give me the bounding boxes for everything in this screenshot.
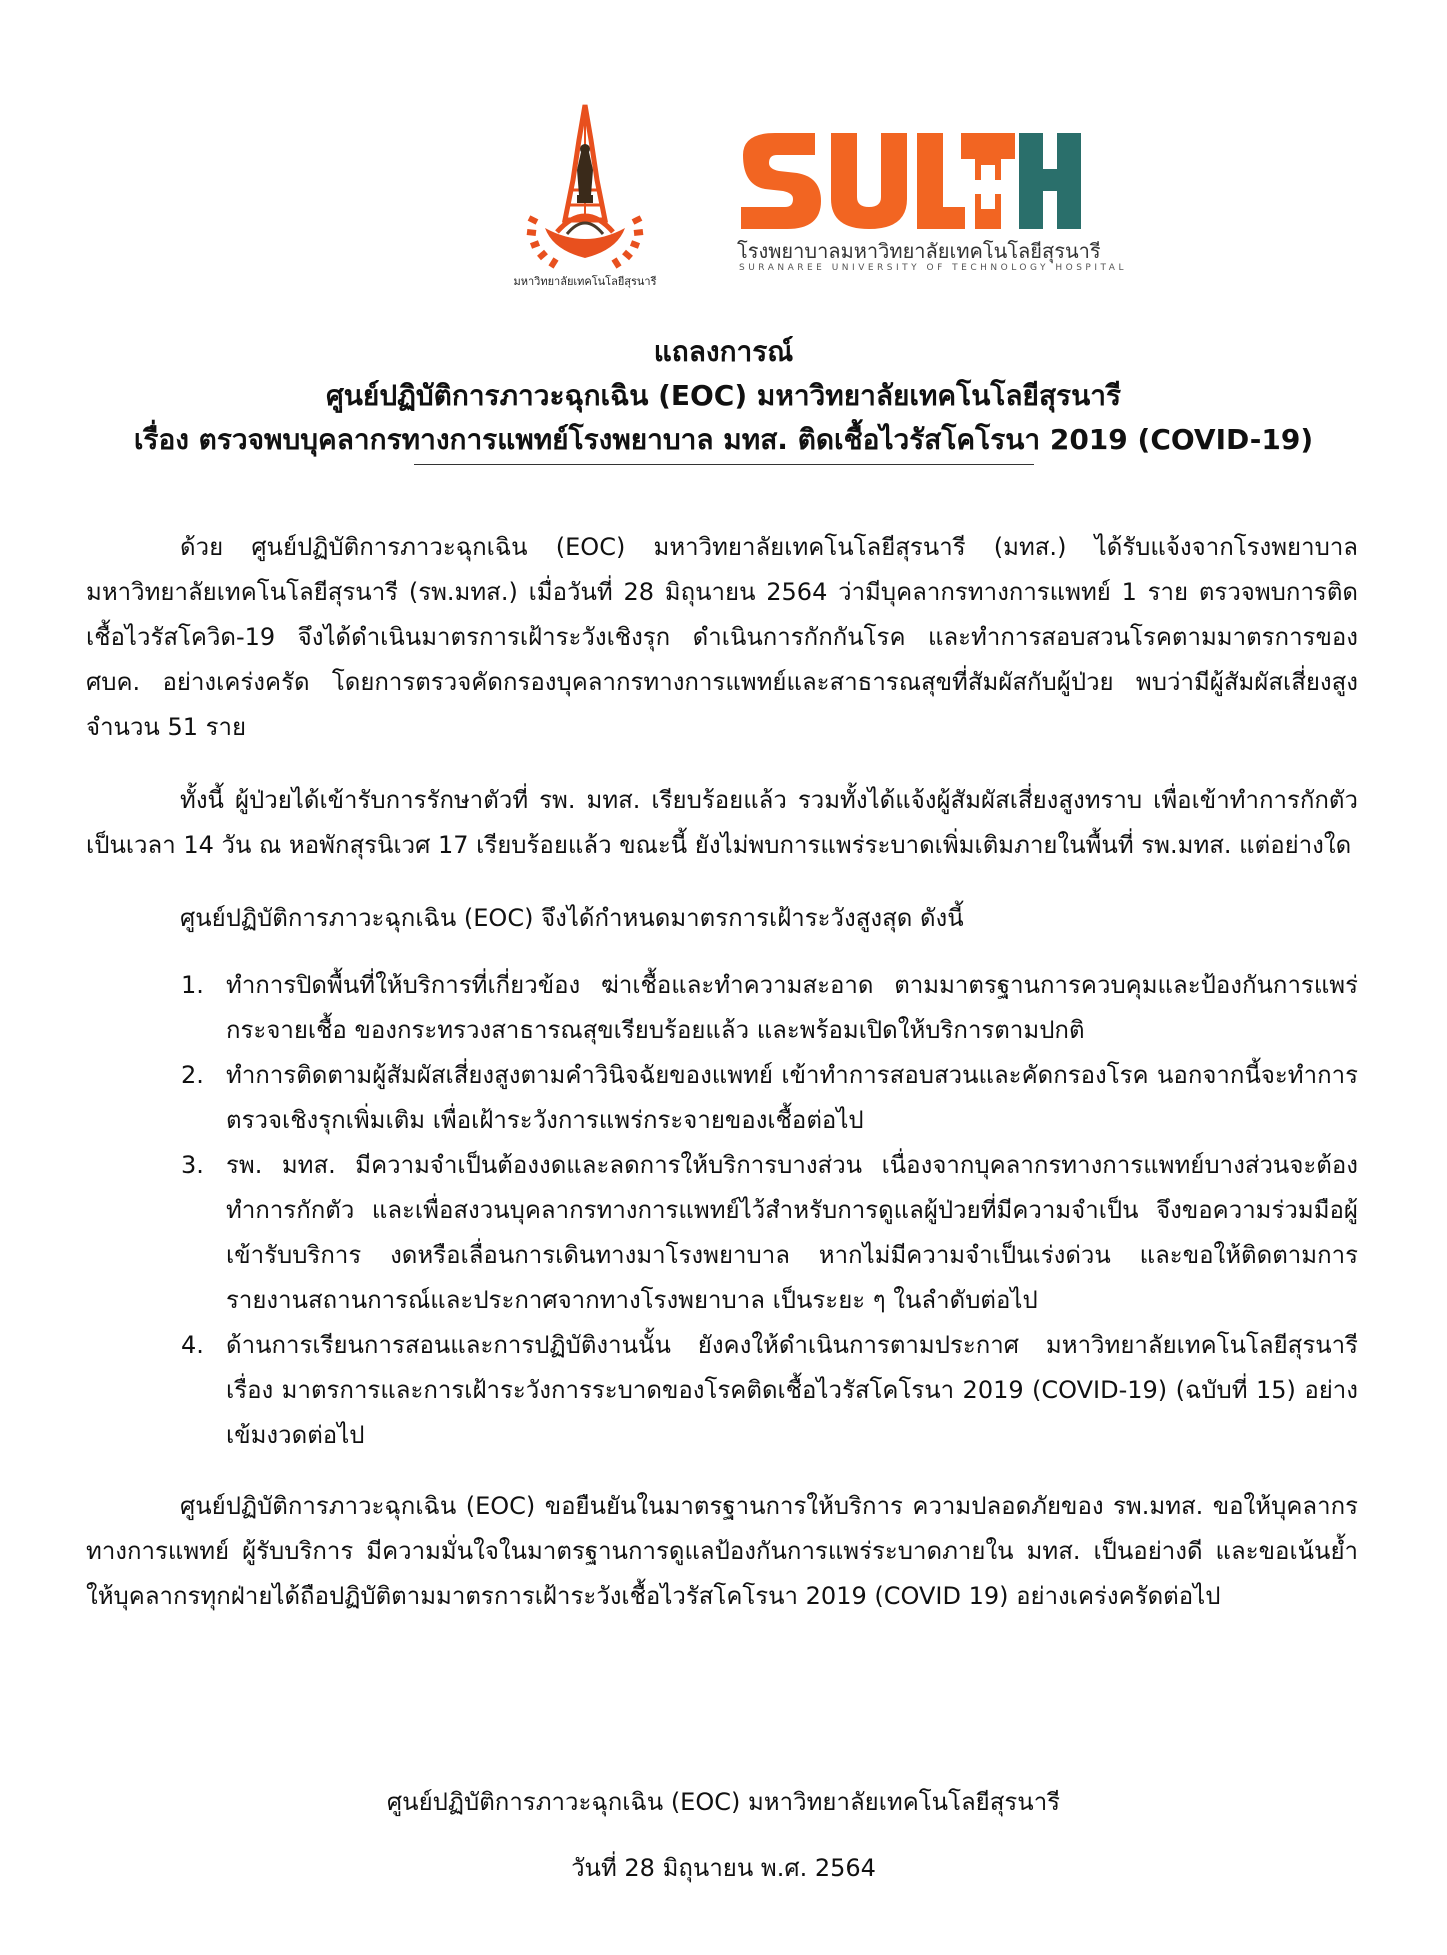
suth-thai-name: โรงพยาบาลมหาวิทยาลัยเทคโนโลยีสุรนารี: [737, 239, 1101, 263]
announcement-heading: [0, 330, 1447, 465]
list-item: [86, 963, 1358, 1053]
paragraph-1: ด้วย ศูนย์ปฏิบัติการภาวะฉุกเฉิน (EOC) มหาวิทยาลัยเทคโนโลยีสุรนารี (มทส.) ได้รับแจ้งจากโรงพยาบาลมหาวิทยาลัยเทคโนโลยีสุรนารี (รพ.มทส.) เมื่อวันที่ 28 มิถุนายน 2564 ว่ามีบุคลากรทางการแพทย์ 1 ราย ตรวจพบการติดเชื้อไวรัสโควิด-19 จึงได้ดำเนินมาตรการเฝ้าระวังเชิงรุก ดำเนินการกักกันโรค และทำการสอบสวนโรคตามมาตรการของ ศบค. อย่างเคร่งครัด โดยการตรวจคัดกรองบุคลากรทางการแพทย์และสาธารณสุขที่สัมผัสกับผู้ป่วย พบว่ามีผู้สัมผัสเสี่ยงสูง จำนวน 51 ราย: [86, 533, 1358, 741]
heading-title: แถลงการณ์: [653, 335, 794, 368]
list-item-number: 1.: [181, 971, 204, 999]
list-item: [86, 1323, 1358, 1458]
signature-date: วันที่ 28 มิถุนายน พ.ศ. 2564: [571, 1854, 876, 1882]
paragraph-2: ทั้งนี้ ผู้ป่วยได้เข้ารับการรักษาตัวที่ รพ. มทส. เรียบร้อยแล้ว รวมทั้งได้แจ้งผู้สัมผัสเสี่ยงสูงทราบ เพื่อเข้าทำการกักตัวเป็นเวลา 14 วัน ณ หอพักสุรนิเวศ 17 เรียบร้อยแล้ว ขณะนี้ ยังไม่พบการแพร่ระบาดเพิ่มเติมภายในพื้นที่ รพ.มทส. แต่อย่างใด: [86, 786, 1358, 859]
list-item-text: ทำการปิดพื้นที่ให้บริการที่เกี่ยวข้อง ฆ่าเชื้อและทำความสะอาด ตามมาตรฐานการควบคุมและป้องกันการแพร่กระจายเชื้อ ของกระทรวงสาธารณสุขเรียบร้อยแล้ว และพร้อมเปิดให้บริการตามปกติ: [226, 971, 1358, 1044]
list-item-text: ด้านการเรียนการสอนและการปฏิบัติงานนั้น ยังคงให้ดำเนินการตามประกาศ มหาวิทยาลัยเทคโนโลยีสุรนารี เรื่อง มาตรการและการเฝ้าระวังการระบาดของโรคติดเชื้อไวรัสโคโรนา 2019 (COVID-19) (ฉบับที่ 15) อย่างเข้มงวดต่อไป: [226, 1331, 1358, 1449]
suth-hospital-logo: [735, 125, 1127, 275]
suth-wordmark-icon: [735, 125, 1085, 235]
list-item-number: 2.: [181, 1061, 204, 1089]
signature-organization: ศูนย์ปฏิบัติการภาวะฉุกเฉิน (EOC) มหาวิทยาลัยเทคโนโลยีสุรนารี: [386, 1788, 1061, 1816]
suth-english-name: SURANAREE UNIVERSITY OF TECHNOLOGY HOSPITAL: [739, 263, 1127, 273]
measures-list: [86, 963, 1358, 1458]
sut-seal-logo: [505, 100, 665, 290]
sut-seal-icon: [505, 100, 665, 275]
list-item-text: ทำการติดตามผู้สัมผัสเสี่ยงสูงตามคำวินิจฉัยของแพทย์ เข้าทำการสอบสวนและคัดกรองโรค นอกจากนี้จะทำการตรวจเชิงรุกเพิ่มเติม เพื่อเฝ้าระวังการแพร่กระจายของเชื้อต่อไป: [226, 1061, 1358, 1134]
list-item: [86, 1143, 1358, 1323]
list-item-text: รพ. มทส. มีความจำเป็นต้องงดและลดการให้บริการบางส่วน เนื่องจากบุคลากรทางการแพทย์บางส่วนจะต้องทำการกักตัว และเพื่อสงวนบุคลากรทางการแพทย์ไว้สำหรับการดูแลผู้ป่วยที่มีความจำเป็น จึงขอความร่วมมือผู้เข้ารับบริการ งดหรือเลื่อนการเดินทางมาโรงพยาบาล หากไม่มีความจำเป็นเร่งด่วน และขอให้ติดตามการรายงานสถานการณ์และประกาศจากทางโรงพยาบาล เป็นระยะ ๆ ในลำดับต่อไป: [226, 1151, 1358, 1314]
announcement-body: [86, 525, 1358, 1647]
paragraph-3: ศูนย์ปฏิบัติการภาวะฉุกเฉิน (EOC) จึงได้กำหนดมาตรการเฝ้าระวังสูงสุด ดังนี้: [180, 904, 964, 932]
list-item-number: 3.: [181, 1151, 204, 1179]
list-item-number: 4.: [181, 1331, 204, 1359]
heading-divider: [414, 464, 1034, 465]
heading-issuer: ศูนย์ปฏิบัติการภาวะฉุกเฉิน (EOC) มหาวิทยาลัยเทคโนโลยีสุรนารี: [326, 379, 1121, 412]
paragraph-4: ศูนย์ปฏิบัติการภาวะฉุกเฉิน (EOC) ขอยืนยันในมาตรฐานการให้บริการ ความปลอดภัยของ รพ.มทส. ขอให้บุคลากรทางการแพทย์ ผู้รับบริการ มีความมั่นใจในมาตรฐานการดูแลป้องกันการแพร่ระบาดภายใน มทส. เป็นอย่างดี และขอเน้นย้ำให้บุคลากรทุกฝ่ายได้ถือปฏิบัติตามมาตรการเฝ้าระวังเชื้อไวรัสโคโรนา 2019 (COVID 19) อย่างเคร่งครัดต่อไป: [86, 1492, 1358, 1610]
sut-logo-caption: มหาวิทยาลัยเทคโนโลยีสุรนารี: [513, 275, 657, 288]
list-item: [86, 1053, 1358, 1143]
logo-area: [0, 100, 1447, 290]
heading-subject: เรื่อง ตรวจพบบุคลากรทางการแพทย์โรงพยาบาล มทส. ติดเชื้อไวรัสโคโรนา 2019 (COVID-19): [133, 423, 1314, 456]
